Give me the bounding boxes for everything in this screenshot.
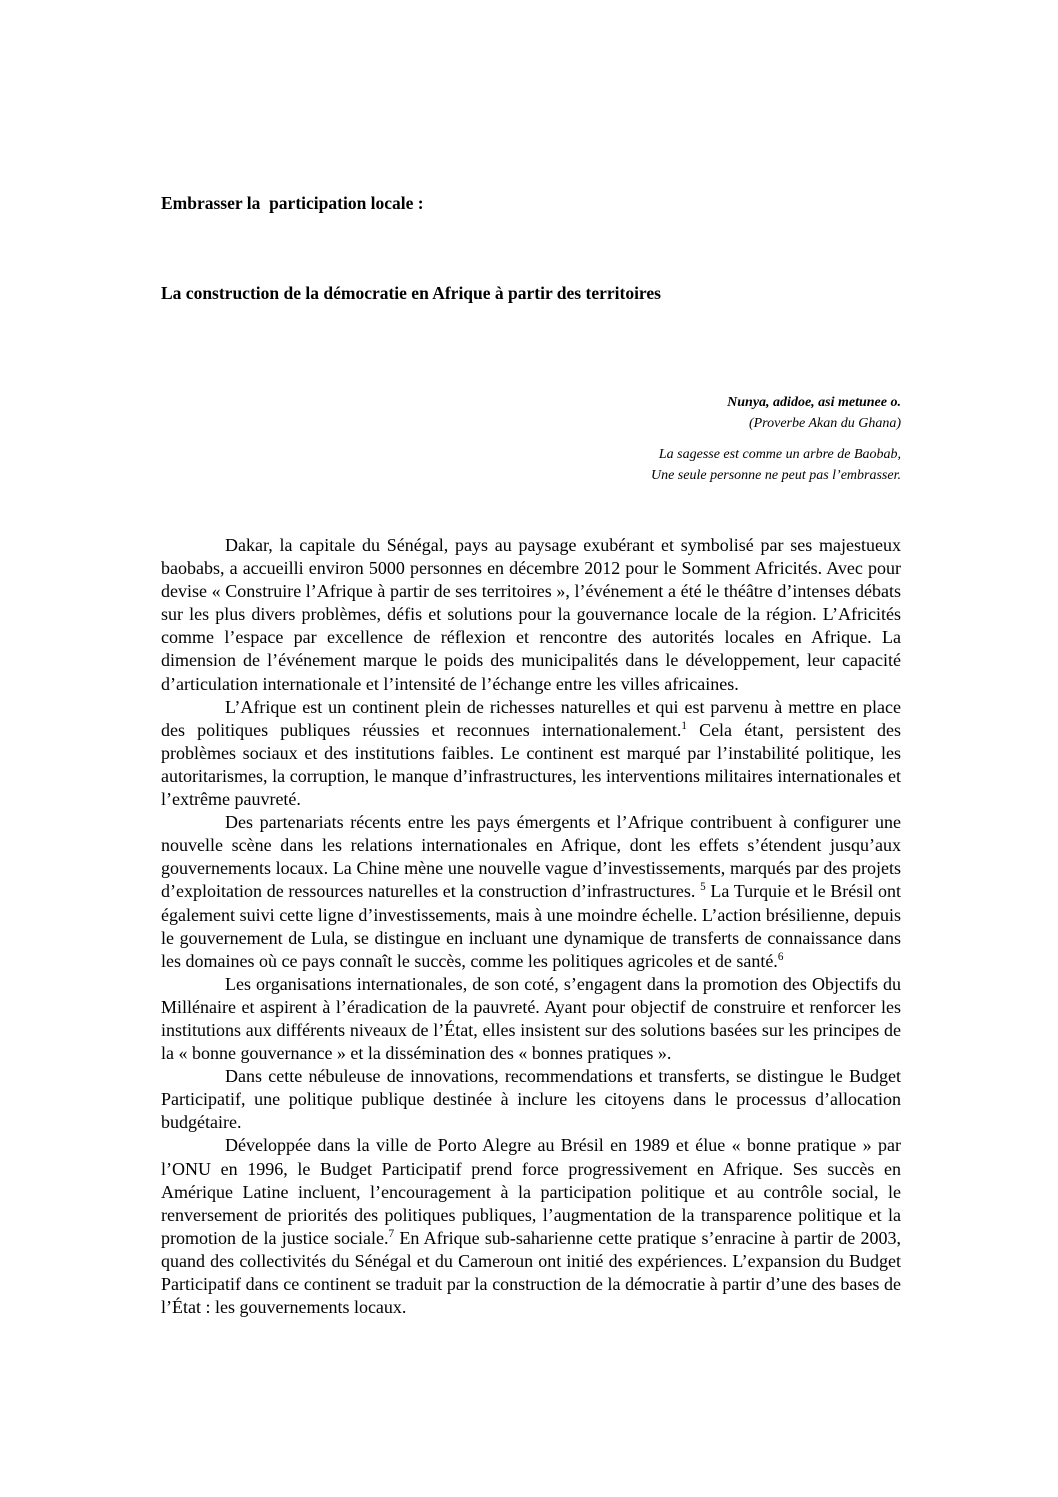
footnote-reference: 6 (777, 950, 784, 963)
document-content (161, 128, 901, 1319)
paragraph: Dans cette nébuleuse de innovations, recommendations et transferts, se distingue le Budget Participatif, une politique publique destinée à inclure les citoyens dans le processus d’allocation budgétaire. (161, 1066, 901, 1133)
title-line-2: La construction de la démocratie en Afrique à partir des territoires (161, 283, 661, 303)
paragraph: Les organisations internationales, de son coté, s’engagent dans la promotion des Objectifs du Millénaire et aspirent à l’éradication de la pauvreté. Ayant pour objectif de construire et renforcer les institutions aux différents niveaux de l’État, elles insistent sur des solutions basées sur les principes de la « bonne gouvernance » et la dissémination des « bonnes pratiques ». (161, 973, 901, 1064)
paragraph: Développée dans la ville de Porto Alegre au Brésil en 1989 et élue « bonne pratique » par l’ONU en 1996, le Budget Participatif prend force progressivement en Afrique. Ses succès en Amérique Latine incluent, l’encouragement à la participation politique et au contrôle social, le renversement de priorités des politiques publiques, l’augmentation de la transparence politique et la promotion de la justice sociale.$^7$ En Afrique sub-saharienne cette pratique s’enracine à partir de 2003, quand des collectivités du Sénégal et du Cameroun ont initié des expériences. L’expansion du Budget Participatif dans ce continent se traduit par la construction de la démocratie à partir d’une des bases de l’État : les gouvernements locaux. (161, 1135, 902, 1318)
epigraph-translation-line-2: Une seule personne ne peut pas l’embrasser. (650, 468, 901, 483)
paragraph: L’Afrique est un continent plein de richesses naturelles et qui est parvenu à mettre en place des politiques publiques réussies et reconnues internationalement.$^1$ Cela étant, persistent des problèmes sociaux et des institutions faibles. Le continent est marqué par l’instabilité politique, les autoritarismes, la corruption, le manque d’infrastructures, les interventions militaires internationales et l’extrême pauvreté. (161, 696, 901, 810)
title-line-1: Embrasser la participation locale : (161, 193, 424, 213)
footnote-reference: 1 (681, 719, 687, 732)
epigraph-proverb (161, 392, 901, 434)
paragraph: Dakar, la capitale du Sénégal, pays au paysage exubérant et symbolisé par ses majestueux baobabs, a accueilli environ 5000 personnes en décembre 2012 pour le Somment Africités. Avec pour devise « Construire l’Afrique à partir de ses territoires », l’événement a été le théâtre d’intenses débats sur les plus divers problèmes, défis et solutions pour la gouvernance locale de la région. L’Africités comme l’espace par excellence de réflexion et rencontre des autorités locales en Afrique. La dimension de l’événement marque le poids des municipalités dans le développement, leur capacité d’articulation internationale et l’intensité de l’échange entre les villes africaines. (161, 535, 901, 694)
footnote-reference: 5 (700, 881, 706, 894)
document-title (161, 128, 901, 368)
paragraph: Des partenariats récents entre les pays émergents et l’Afrique contribuent à configurer une nouvelle scène dans les relations internationales en Afrique, dont les effets s’étendent jusqu’aux gouvernements locaux. La Chine mène une nouvelle vague d’investissements, marqués par des projets d’exploitation de ressources naturelles et la construction d’infrastructures. $^5$ La Turquie et le Brésil ont également suivi cette ligne d’investissements, mais à une moindre échelle. L’action brésilienne, depuis le gouvernement de Lula, se distingue en incluant une dynamique de transferts de connaissance dans les domaines où ce pays connaît le succès, comme les politiques agricoles et de santé.$^6$ (161, 812, 902, 971)
epigraph-block (161, 392, 901, 486)
epigraph-translation-line-1: La sagesse est comme un arbre de Baobab, (658, 447, 901, 462)
epigraph-proverb-source: (Proverbe Akan du Ghana) (748, 416, 901, 431)
document-body (161, 534, 901, 1319)
epigraph-proverb-text: Nunya, adidoe, asi metunee o. (727, 395, 901, 410)
footnote-reference: 7 (388, 1227, 395, 1240)
epigraph-translation (161, 444, 901, 486)
document-header (161, 128, 901, 368)
